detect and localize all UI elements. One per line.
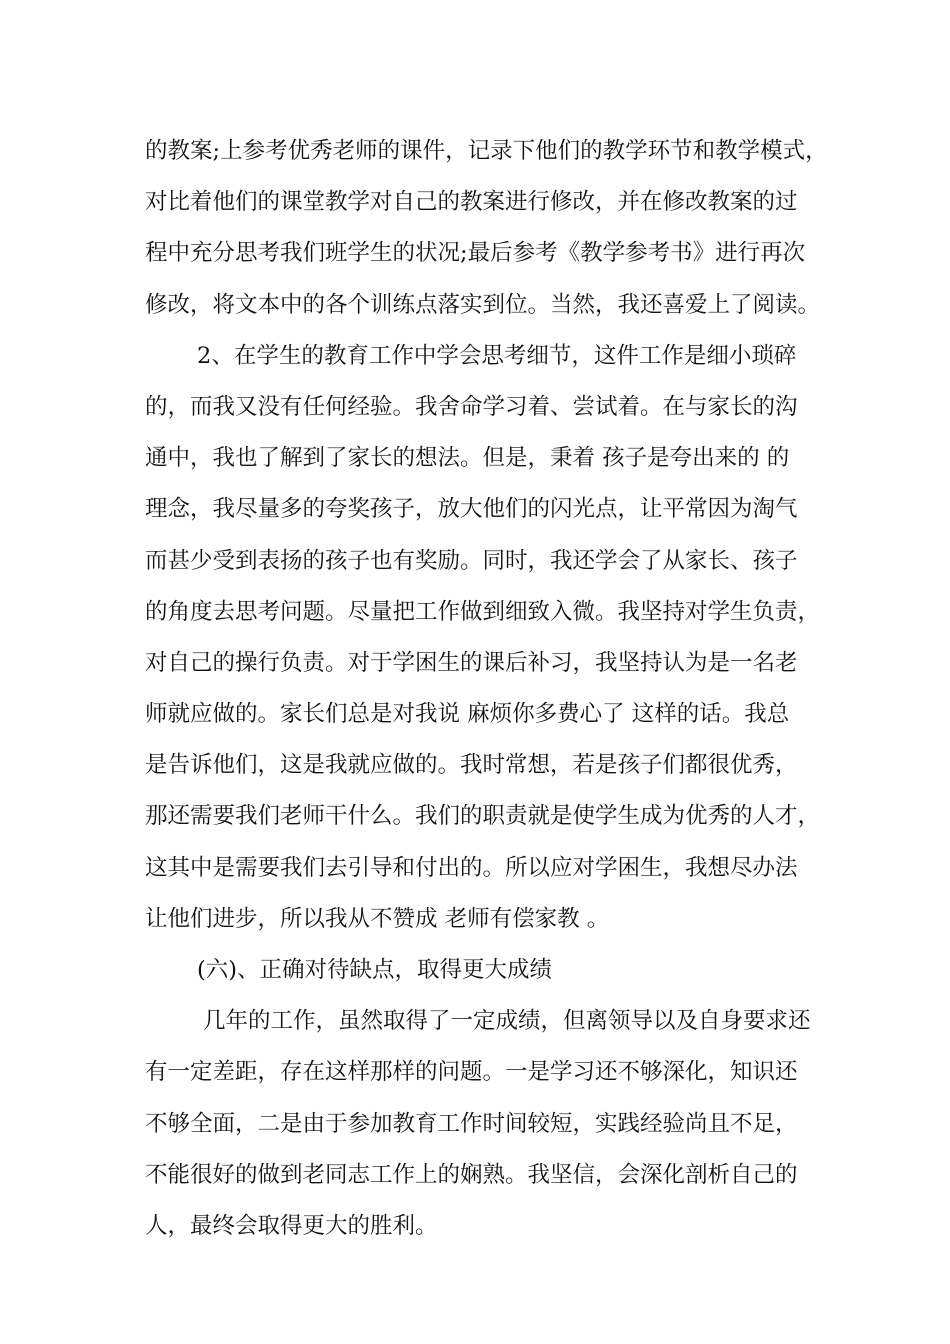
text-line: 理念，我尽量多的夸奖孩子，放大他们的闪光点，让平常因为淘气 [145, 496, 798, 523]
text-line: 对自己的操行负责。对于学困生的课后补习，我坚持认为是一名老 [145, 649, 798, 676]
text-line: 通中，我也了解到了家长的想法。但是，秉着 孩子是夸出来的 的 [145, 445, 790, 472]
text-line: 修改，将文本中的各个训练点落实到位。当然，我还喜爱上了阅读。 [145, 291, 821, 318]
text-line: 几年的工作，虽然取得了一定成绩，但离领导以及自身要求还 [203, 1008, 811, 1035]
text-line: 对比着他们的课堂教学对自己的教案进行修改，并在修改教案的过 [145, 189, 798, 216]
text-line: 的，而我又没有任何经验。我舍命学习着、尝试着。在与家长的沟 [145, 393, 798, 420]
text-line: 而甚少受到表扬的孩子也有奖励。同时，我还学会了从家长、孩子 [145, 547, 798, 574]
text-line: 2、在学生的教育工作中学会思考细节，这件工作是细小琐碎 [197, 342, 797, 369]
section-heading: (六)、正确对待缺点，取得更大成绩 [197, 957, 553, 983]
text-line: 人，最终会取得更大的胜利。 [145, 1212, 438, 1239]
text-line: 那还需要我们老师干什么。我们的职责就是使学生成为优秀的人才， [145, 803, 821, 830]
text-line: 让他们进步，所以我从不赞成 老师有偿家教 。 [145, 905, 610, 932]
text-line: 这其中是需要我们去引导和付出的。所以应对学困生，我想尽办法 [145, 854, 798, 881]
text-line: 不能很好的做到老同志工作上的娴熟。我坚信，会深化剖析自己的 [145, 1161, 798, 1188]
text-line: 有一定差距，存在这样那样的问题。一是学习还不够深化，知识还 [145, 1059, 798, 1086]
text-line: 的角度去思考问题。尽量把工作做到细致入微。我坚持对学生负责， [145, 598, 821, 625]
text-line: 程中充分思考我们班学生的状况;最后参考《教学参考书》进行再次 [145, 240, 806, 267]
text-line: 的教案;上参考优秀老师的课件，记录下他们的教学环节和教学模式， [145, 138, 828, 164]
text-line: 是告诉他们，这是我就应做的。我时常想，若是孩子们都很优秀， [145, 752, 798, 779]
text-line: 不够全面，二是由于参加教育工作时间较短，实践经验尚且不足， [145, 1110, 798, 1137]
body-text [145, 128, 828, 1254]
text-line: 师就应做的。家长们总是对我说 麻烦你多费心了 这样的话。我总 [145, 701, 790, 728]
